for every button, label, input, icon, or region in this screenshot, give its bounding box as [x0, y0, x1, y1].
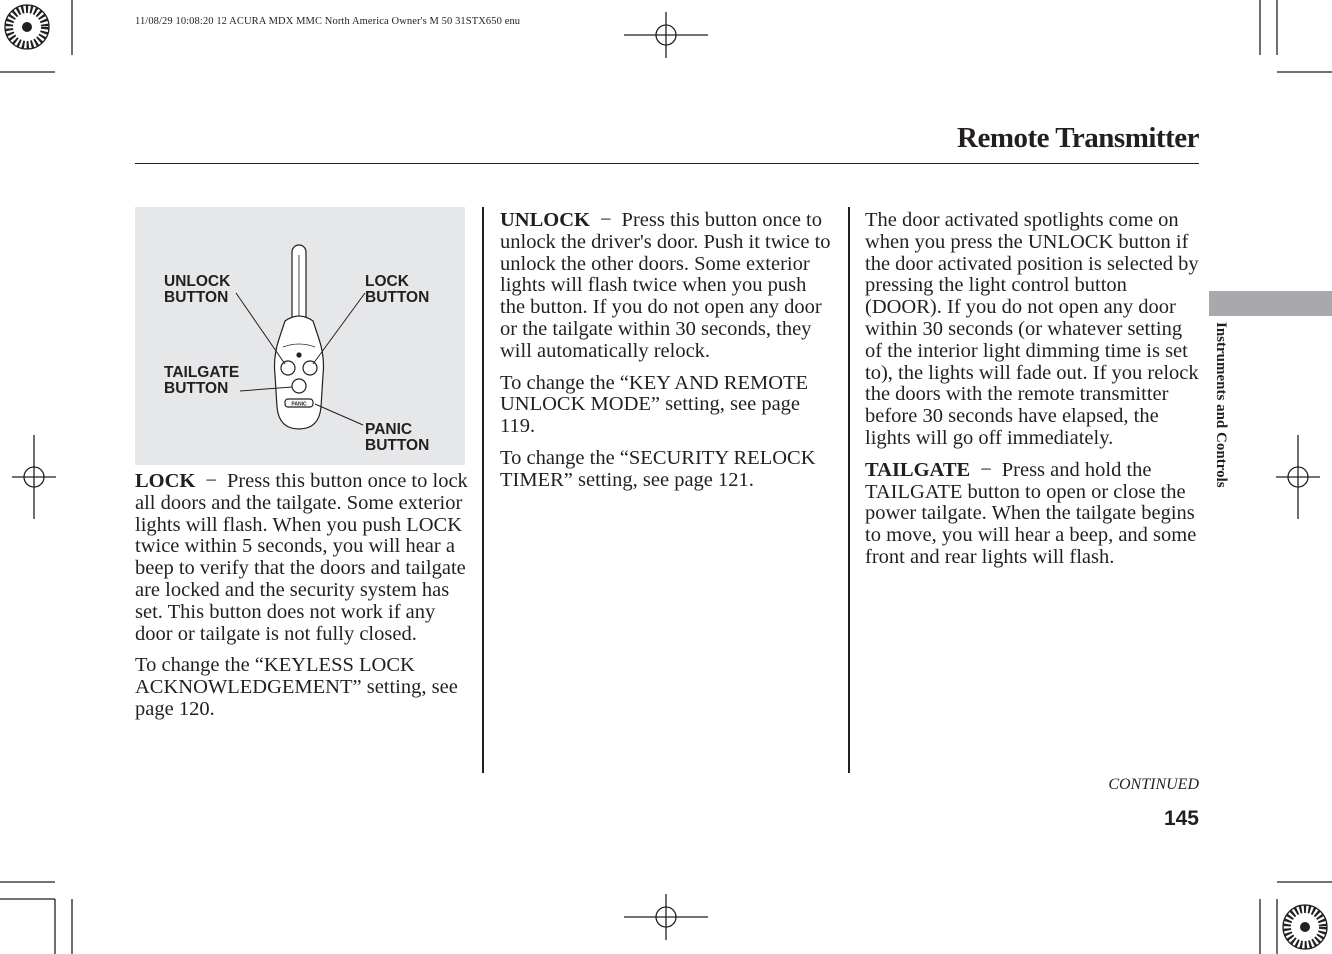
page-title: Remote Transmitter — [957, 122, 1199, 154]
column-2 — [500, 210, 834, 502]
unlock-description: Press this button once to unlock the driver's door. Push it twice to unlock the other doors. Some exterior lights will flash twice when you push the button. If you do not open any door or the tailgate within 30 seconds, they will automatically relock. — [500, 209, 831, 362]
lock-term: LOCK — [135, 470, 196, 492]
unlock-button-callout: UNLOCK BUTTON — [164, 273, 231, 306]
unlock-button-icon — [281, 361, 295, 375]
unlock-term: UNLOCK — [500, 209, 590, 231]
page-number: 145 — [1163, 807, 1199, 830]
tailgate-term: TAILGATE — [865, 458, 971, 481]
tailgate-description: Press and hold the TAILGATE button to open or close the power tailgate. When the tailgate begins to move, you will hear a beep, and some front and rear lights will flash. — [865, 458, 1197, 568]
section-tab — [1209, 291, 1332, 316]
registration-mark-left — [12, 435, 56, 519]
panic-button-label: PANIC — [291, 401, 307, 408]
column-3 — [865, 210, 1201, 579]
lock-button-icon — [303, 361, 317, 375]
tailgate-paragraph — [865, 460, 1201, 569]
section-tab-label — [1209, 322, 1235, 532]
unlock-mode-paragraph: To change the “KEY AND REMOTE UNLOCK MODE” setting, see page 119. — [500, 371, 809, 438]
lock-description: Press this button once to lock all doors and the tailgate. Some exterior lights will flash. When you push LOCK twice within 5 seconds, you will hear a beep to verify that the doors and tailgate are locked and the security system has set. This button does not work if any door or tailgate is not fully closed. — [135, 470, 468, 645]
tailgate-button-callout: TAILGATE BUTTON — [164, 364, 240, 397]
spotlights-paragraph: The door activated spotlights come on when you press the UNLOCK button if the door activated position is selected by pressing the light control button (DOOR). If you do not open any door within 30 seconds (or whatever setting of the interior light dimming time is set to), the lights will fade out. If you relock the doors with the remote transmitter before 30 seconds have elapsed, the lights will go off immediately. — [865, 209, 1199, 449]
panic-button-callout: PANIC BUTTON — [365, 421, 430, 454]
lock-paragraph — [135, 471, 468, 645]
registration-mark-right — [1276, 435, 1320, 519]
column-divider-1 — [482, 207, 484, 773]
dash-separator: − — [205, 470, 217, 492]
print-header: 11/08/29 10:08:20 12 ACURA MDX MMC North America Owner's M 50 31STX650 enu — [135, 16, 521, 27]
keyless-lock-paragraph: To change the “KEYLESS LOCK ACKNOWLEDGEMENT” setting, see page 120. — [135, 654, 458, 720]
continued-label: CONTINUED — [1108, 776, 1199, 793]
dash-separator: − — [980, 458, 992, 481]
relock-timer-paragraph: To change the “SECURITY RELOCK TIMER” setting, see page 121. — [500, 446, 816, 491]
fob-body — [275, 316, 324, 429]
section-tab-text: Instruments and Controls — [1213, 322, 1229, 488]
unlock-paragraph — [500, 210, 834, 363]
lock-button-callout: LOCK BUTTON — [365, 273, 430, 306]
tailgate-button-icon — [292, 379, 306, 393]
title-rule — [135, 163, 1199, 164]
column-divider-2 — [848, 207, 850, 773]
starburst-mark-top-left — [5, 5, 49, 49]
registration-mark-bottom — [624, 894, 708, 940]
column-1 — [135, 471, 468, 731]
starburst-mark-bottom-right — [1283, 905, 1327, 949]
registration-mark-top — [624, 12, 708, 58]
dash-separator: − — [599, 209, 612, 231]
key-fob-figure — [135, 207, 465, 465]
